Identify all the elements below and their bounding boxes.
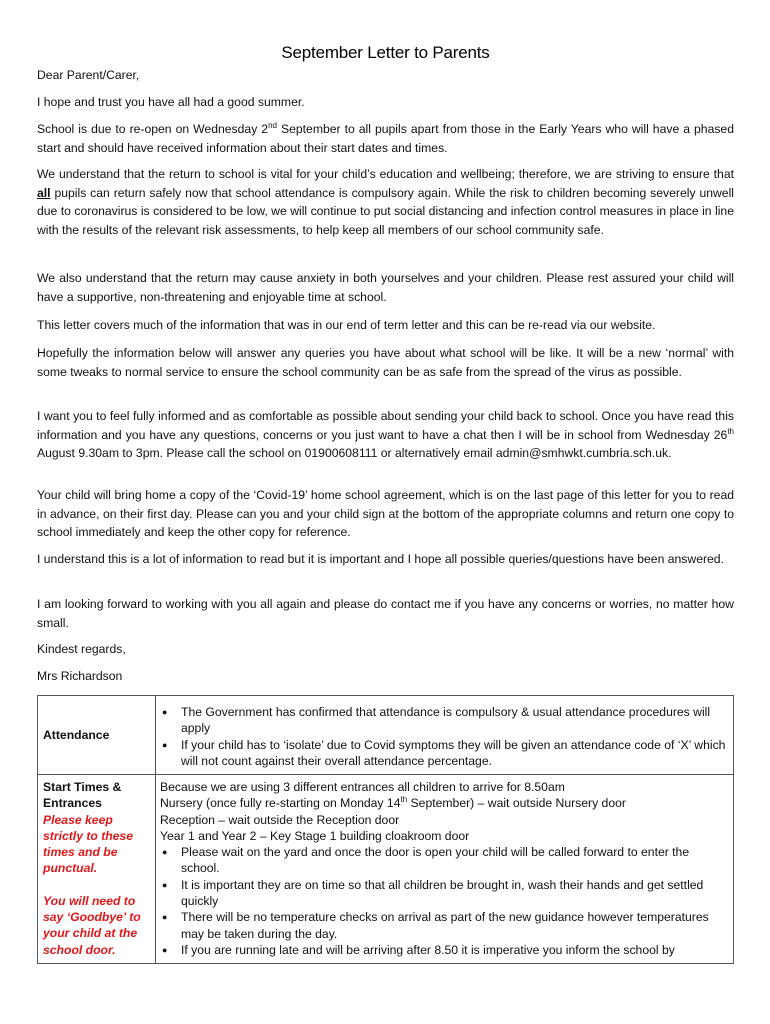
list-item: ● There will be no temperature checks on arrival as part of the new guidance however temperatures may be taken during the day.	[160, 909, 727, 942]
paragraph-8: Your child will bring home a copy of the ‘Covid-19’ home school agreement, which is on the last page of this letter for you to read in advance, on their first day. Please can you and your child sign at the bottom of the appropriate columns and return one copy to school immediately and keep the other copy for reference.	[37, 488, 734, 539]
ks1-line: Year 1 and Year 2 – Key Stage 1 building cloakroom door	[160, 828, 470, 843]
paragraph-6: Hopefully the information below will answer any queries you have about what school will be like. It will be a new ‘normal’ with some tweaks to normal service to ensure the school community can be as safe from the spread of the virus as possible.	[37, 346, 734, 379]
nursery-line: Nursery (once fully re-starting on Monday 14th September) – wait outside Nursery door	[160, 795, 626, 811]
list-item: ● Please wait on the yard and once the door is open your child will be called forward to enter the school.	[160, 844, 727, 877]
table-row-attendance	[38, 696, 734, 775]
attendance-content-cell	[156, 696, 734, 775]
arrival-line: Because we are using 3 different entrances all children to arrive for 8.50am	[160, 780, 565, 794]
paragraph-10: I am looking forward to working with you all again and please do contact me if you have any concerns or worries, no matter how small.	[37, 597, 734, 630]
table-row-start-times	[38, 775, 734, 964]
attendance-label-cell	[38, 696, 156, 775]
paragraph-9: I understand this is a lot of information to read but it is important and I hope all possible queries/questions have been answered.	[37, 552, 724, 566]
start-times-content-cell	[156, 775, 734, 964]
start-times-label: Start Times & Entrances	[43, 780, 122, 811]
paragraph-2: School is due to re-open on Wednesday 2nd September to all pupils apart from those in the Early Years who will have a phased start and should have received information about their start dates and times.	[37, 120, 734, 155]
paragraph-3: We understand that the return to school is vital for your child’s education and wellbeing; therefore, we are striving to ensure that all pupils can return safely now that school attendance is compulsory again. While the risk to children becoming severely unwell due to coronavirus is considered to be low, we will continue to put social distancing and infection control measures in place in line with the results of the relevant risk assessments, to help keep all members of our school community safe.	[37, 167, 734, 237]
info-table	[37, 695, 734, 964]
list-item: ● If your child has to ‘isolate’ due to Covid symptoms they will be given an attendance code of ‘X’ which will not count against their overall attendance percentage.	[160, 737, 727, 770]
list-item: ● It is important they are on time so that all children be brought in, wash their hands and get settled quickly	[160, 877, 727, 910]
page-title: September Letter to Parents	[281, 43, 490, 62]
punctual-notice: Please keep strictly to these times and be punctual.	[43, 812, 134, 876]
paragraph-7: I want you to feel fully informed and as comfortable as possible about sending your child back to school. Once you have read this information and you have any questions, concerns or you just want to have a chat then I will be in school from Wednesday 26th August 9.30am to 3pm. Please call the school on 01900608111 or alternatively email admin@smhwkt.cumbria.sch.uk.	[37, 409, 734, 460]
signature: Mrs Richardson	[37, 669, 123, 683]
paragraph-5: This letter covers much of the information that was in our end of term letter and this can be re-read via our website.	[37, 318, 656, 332]
reception-line: Reception – wait outside the Reception door	[160, 812, 400, 827]
list-item: ● The Government has confirmed that attendance is compulsory & usual attendance procedures will apply	[160, 704, 727, 737]
attendance-bullets	[160, 704, 727, 769]
paragraph-1: I hope and trust you have all had a good summer.	[37, 95, 305, 109]
paragraph-4: We also understand that the return may cause anxiety in both yourselves and your children. Please rest assured your child will have a supportive, non-threatening and enjoyable time at school.	[37, 271, 734, 304]
attendance-label: Attendance	[43, 727, 110, 742]
start-times-label-cell	[38, 775, 156, 964]
closing: Kindest regards,	[37, 642, 126, 656]
goodbye-notice: You will need to say ‘Goodbye’ to your child at the school door.	[43, 893, 141, 957]
list-item: ● If you are running late and will be arriving after 8.50 it is imperative you inform the school by	[160, 942, 727, 958]
start-times-bullets	[160, 844, 727, 958]
salutation: Dear Parent/Carer,	[37, 68, 140, 82]
